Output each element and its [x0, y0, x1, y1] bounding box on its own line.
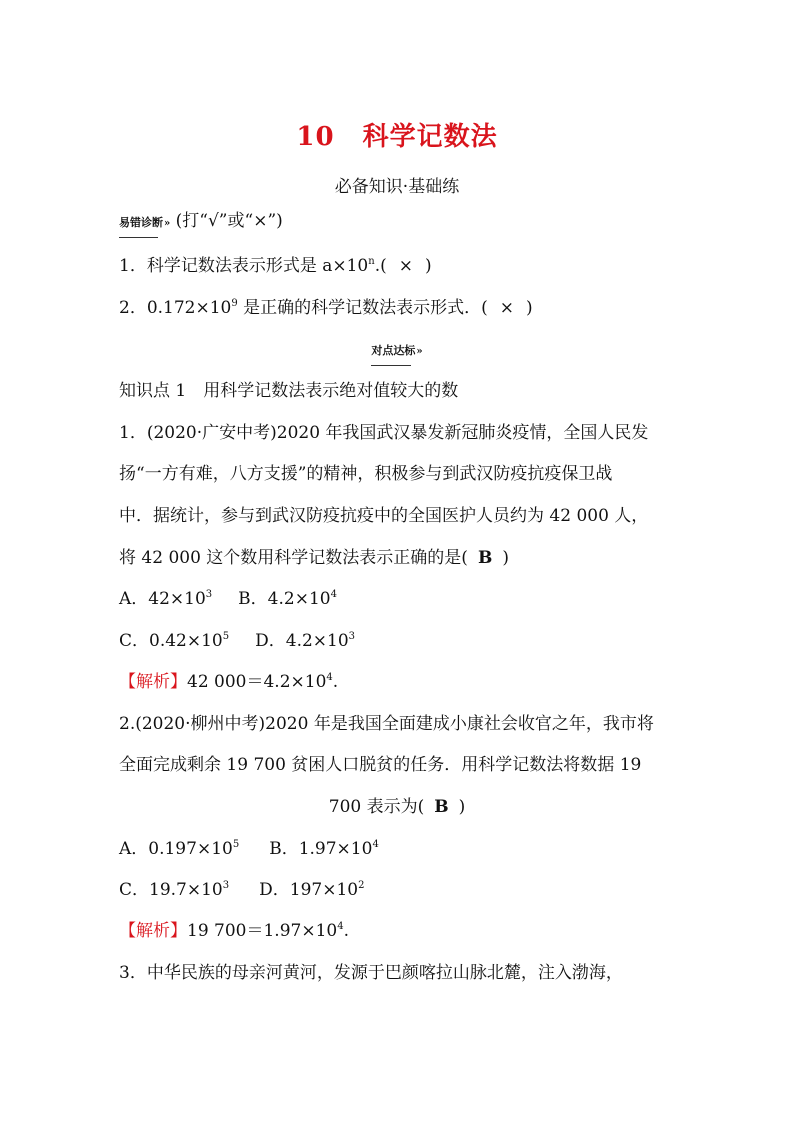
q2-analysis: 【解析】19 $700=1.97\times 10^4$.	[119, 921, 349, 941]
q2-answer: B	[434, 797, 449, 817]
q1-option-d: D．$4.2\times 10^3$	[255, 631, 356, 651]
q2-text-line-1: 2.(2020·柳州中考)2020 年是我国全面建成小康社会收官之年，我市将	[119, 714, 654, 734]
q2-option-a: A．$0.197\times 10^5$	[119, 839, 240, 859]
q1-text-line-2: 扬“一方有难，八方支援”的精神，积极参与到武汉防疫抗疫保卫战	[119, 464, 613, 484]
judgement-mark: ×	[398, 256, 413, 276]
q1-text-line-1: 1．(2020·广安中考)2020 年我国武汉暴发新冠肺炎疫情，全国人民发	[119, 423, 649, 443]
q2-options-row-2	[119, 879, 364, 901]
error-diagnosis-instruction: (打“√”或“×”)	[175, 211, 283, 231]
target-practice-header	[0, 338, 794, 365]
title-number: 10	[296, 122, 335, 152]
q2-options-row-1	[119, 838, 379, 860]
q1-option-a: A．$42\times 10^3$	[119, 589, 213, 609]
error-diagnosis-header	[119, 210, 283, 237]
q2-text-line-2: 全面完成剩余 19 700 贫困人口脱贫的任务．用科学记数法将数据 19	[119, 755, 642, 775]
q1-options-row-1	[119, 588, 337, 610]
knowledge-point-heading: 知识点 1 用科学记数法表示绝对值较大的数	[119, 381, 459, 401]
q1-options-row-2	[119, 630, 355, 652]
page-title	[0, 116, 794, 153]
judgement-item-2: 2．$0.172\times 10^9$ 是正确的科学记数法表示形式．( × )	[119, 298, 533, 318]
q1-analysis: 【解析】42 $000=4.2\times 10^4$.	[119, 672, 339, 692]
q2-option-d: D．$197\times 10^2$	[259, 880, 365, 900]
q1-answer: B	[477, 548, 493, 568]
q2-option-c: C．$19.7\times 10^3$	[119, 880, 230, 900]
target-practice-badge: 对点达标»	[371, 340, 422, 365]
q1-option-b: B．$4.2\times 10^4$	[238, 589, 337, 609]
q3-text-line-1: 3．中华民族的母亲河黄河，发源于巴颜喀拉山脉北麓，注入渤海，	[119, 963, 623, 983]
judgement-mark: ×	[499, 298, 515, 318]
analysis-tag: 【解析】	[119, 921, 187, 941]
judgement-item-1: 1．科学记数法表示形式是 $a\times 10^n$.( × )	[119, 256, 432, 276]
page-subtitle: 必备知识·基础练	[334, 177, 460, 197]
title-text: 科学记数法	[362, 122, 498, 152]
q2-option-b: B．$1.97\times 10^4$	[269, 839, 379, 859]
q1-text-line-4: 将 42 000 这个数用科学记数法表示正确的是( B )	[119, 548, 509, 568]
q1-text-line-3: 中．据统计，参与到武汉防疫抗疫中的全国医护人员约为 42 000 人，	[119, 506, 649, 526]
q2-text-line-3: 700 表示为( B )	[328, 797, 466, 817]
q1-option-c: C．$0.42\times 10^5$	[119, 631, 230, 651]
error-diagnosis-badge: 易错诊断»	[119, 212, 170, 237]
analysis-tag: 【解析】	[119, 672, 187, 692]
